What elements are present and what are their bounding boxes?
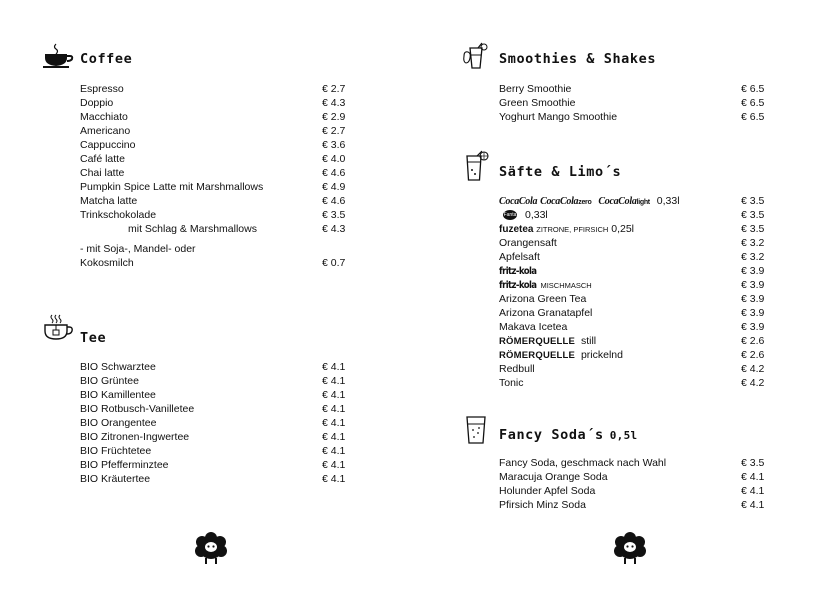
list-item: Espresso € 2.7 [80, 83, 346, 95]
list-item: CocaCola CocaColazero CocaColalight 0,33l € 3.5 [499, 195, 765, 207]
coffee-list [80, 82, 350, 270]
list-item: mit Schlag & Marshmallows € 4.3 [128, 223, 346, 235]
list-item: Berry Smoothie € 6.5 [499, 83, 765, 95]
sheep-logo-icon [194, 532, 228, 566]
list-item: BIO Pfefferminztee € 4.1 [80, 459, 346, 471]
tea-cup-icon [42, 314, 74, 342]
list-item: - mit Soja-, Mandel- oder [80, 243, 196, 255]
fuzetea-logo: fuzetea ZITRONE, PFIRSICH [499, 224, 609, 235]
smoothies-heading: Smoothies & Shakes [499, 51, 657, 67]
saefte-list [499, 194, 779, 390]
fancy-soda-size: 0,5l [609, 429, 638, 442]
list-item: Trinkschokolade € 3.5 [80, 209, 346, 221]
list-item: fritz-kola MISCHMASCH € 3.9 [499, 279, 765, 291]
list-item: Fanta 0,33l € 3.5 [503, 209, 765, 221]
fritz-kola-logo: fritz-kola [499, 266, 537, 277]
coca-cola-light-logo: CocaCola [598, 196, 637, 207]
tee-list [80, 360, 350, 486]
fritz-kola-logo: fritz-kola MISCHMASCH [499, 280, 592, 291]
list-item: fritz-kola € 3.9 [499, 265, 765, 277]
juice-glass-icon [462, 150, 494, 182]
sheep-logo-icon [613, 532, 647, 566]
roemerquelle-logo: RÖMERQUELLE [499, 336, 576, 347]
list-item: BIO Grüntee € 4.1 [80, 375, 346, 387]
saefte-heading: Säfte & Limo´s [499, 164, 622, 180]
smoothies-list [499, 82, 779, 124]
list-item: RÖMERQUELLE prickelnd € 2.6 [499, 349, 765, 361]
list-item: Tonic € 4.2 [499, 377, 765, 389]
coca-cola-zero-logo: CocaCola [540, 196, 579, 207]
list-item: Fancy Soda, geschmack nach Wahl € 3.5 [499, 457, 765, 469]
list-item: Café latte € 4.0 [80, 153, 346, 165]
list-item: RÖMERQUELLE still € 2.6 [499, 335, 765, 347]
list-item: Cappuccino € 3.6 [80, 139, 346, 151]
list-item: Matcha latte € 4.6 [80, 195, 346, 207]
list-item: Yoghurt Mango Smoothie € 6.5 [499, 111, 765, 123]
smoothie-glass-icon [460, 42, 492, 70]
list-item: BIO Zitronen-Ingwertee € 4.1 [80, 431, 346, 443]
list-item: Chai latte € 4.6 [80, 167, 346, 179]
list-item: BIO Schwarztee € 4.1 [80, 361, 346, 373]
list-item: Pfirsich Minz Soda € 4.1 [499, 499, 765, 511]
list-item: Redbull € 4.2 [499, 363, 765, 375]
list-item: Kokosmilch € 0.7 [80, 257, 346, 269]
list-item: Arizona Green Tea € 3.9 [499, 293, 765, 305]
list-item: Macchiato € 2.9 [80, 111, 346, 123]
list-item: Apfelsaft € 3.2 [499, 251, 765, 263]
list-item: Arizona Granatapfel € 3.9 [499, 307, 765, 319]
list-item: Doppio € 4.3 [80, 97, 346, 109]
roemerquelle-logo: RÖMERQUELLE [499, 350, 576, 361]
list-item: BIO Kamillentee € 4.1 [80, 389, 346, 401]
tee-heading: Tee [80, 330, 107, 346]
list-item: Makava Icetea € 3.9 [499, 321, 765, 333]
list-item: Orangensaft € 3.2 [499, 237, 765, 249]
list-item: Maracuja Orange Soda € 4.1 [499, 471, 765, 483]
fancy-soda-heading: Fancy Soda´s 0,5l [499, 427, 638, 443]
coffee-cup-icon [42, 42, 74, 70]
list-item: Pumpkin Spice Latte mit Marshmallows € 4.9 [80, 181, 346, 193]
list-item: BIO Früchtetee € 4.1 [80, 445, 346, 457]
list-item: Holunder Apfel Soda € 4.1 [499, 485, 765, 497]
coffee-heading: Coffee [80, 51, 133, 67]
list-item: fuzetea ZITRONE, PFIRSICH 0,25l € 3.5 [499, 223, 765, 235]
fanta-logo: Fanta [503, 212, 517, 219]
list-item: BIO Kräutertee € 4.1 [80, 473, 346, 485]
list-item: Americano € 2.7 [80, 125, 346, 137]
fancy-soda-list [499, 456, 779, 512]
list-item: Green Smoothie € 6.5 [499, 97, 765, 109]
list-item: BIO Orangentee € 4.1 [80, 417, 346, 429]
coca-cola-logo: CocaCola [499, 196, 538, 207]
list-item: BIO Rotbusch-Vanilletee € 4.1 [80, 403, 346, 415]
soda-glass-icon [464, 415, 490, 445]
